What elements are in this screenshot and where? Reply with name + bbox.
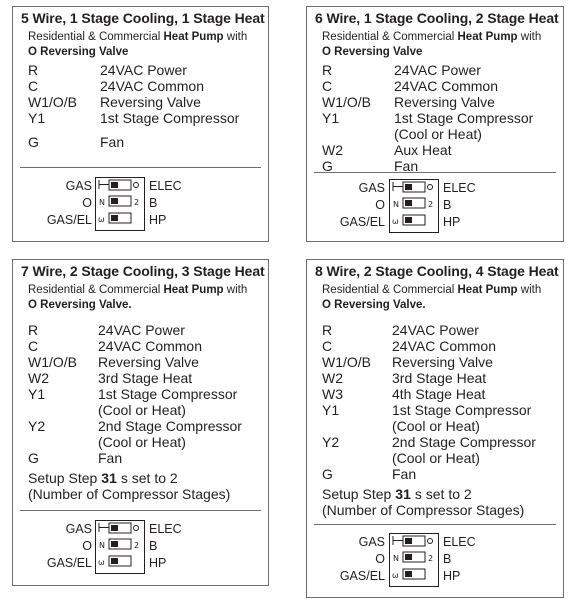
- panel-subtitle: Residential & Commercial Heat Pump with O Reversing Valve: [28, 31, 248, 58]
- dip-label-left: GAS: [65, 179, 92, 193]
- dip-label-left: GAS/EL: [46, 213, 92, 227]
- wire-desc: 24VAC Power: [98, 322, 185, 338]
- wire-code: C: [322, 78, 333, 94]
- wire-desc: 24VAC Common: [98, 338, 203, 354]
- divider: [20, 167, 261, 168]
- wire-desc: Reversing Valve: [100, 94, 201, 110]
- wire-desc: 4th Stage Heat: [392, 386, 486, 402]
- wire-desc-continued: (Cool or Heat): [98, 402, 186, 418]
- panel-title: 6 Wire, 1 Stage Cooling, 2 Stage Heat: [315, 10, 559, 26]
- wire-code: Y2: [322, 434, 340, 450]
- dip-label-right: HP: [149, 556, 167, 570]
- dip-label-right: ELEC: [443, 535, 476, 549]
- wiring-panel-7-wire: [12, 259, 269, 586]
- wire-code: Y2: [28, 418, 46, 434]
- wire-desc: Fan: [98, 450, 123, 466]
- wire-desc: Reversing Valve: [392, 354, 493, 370]
- dip-label-right: HP: [443, 569, 461, 583]
- setup-step-note: Setup Step 31 s set to 2 (Number of Compressor Stages): [322, 486, 525, 518]
- wire-desc-continued: (Cool or Heat): [392, 418, 480, 434]
- wire-code: Y1: [322, 402, 340, 418]
- wiring-panel-8-wire: [306, 259, 564, 598]
- dip-switch-block: [13, 177, 270, 237]
- dip-label-left: GAS/EL: [339, 215, 385, 229]
- wire-desc: 1st Stage Compressor: [98, 386, 238, 402]
- panel-subtitle: Residential & Commercial Heat Pump with O Reversing Valve.: [28, 284, 248, 311]
- wire-desc: Reversing Valve: [394, 94, 495, 110]
- wire-desc: Aux Heat: [394, 142, 452, 158]
- wire-desc: Fan: [100, 134, 125, 150]
- wire-code: W2: [322, 370, 343, 386]
- wire-code: W1/O/B: [322, 94, 372, 110]
- svg-text:N: N: [99, 541, 105, 550]
- wire-desc: 3rd Stage Heat: [98, 370, 193, 386]
- dip-switch-icon: [95, 177, 145, 231]
- wire-code: G: [28, 450, 39, 466]
- divider: [20, 510, 261, 511]
- wire-code: Y1: [28, 110, 46, 126]
- wire-code: W1/O/B: [28, 94, 78, 110]
- dip-label-right: ELEC: [149, 522, 182, 536]
- dip-label-left: GAS/EL: [46, 556, 92, 570]
- dip-switch-block: [307, 179, 565, 239]
- svg-text:ω: ω: [98, 558, 105, 567]
- wire-code: G: [28, 134, 39, 150]
- svg-text:N: N: [393, 200, 399, 209]
- dip-label-left: GAS: [358, 535, 385, 549]
- wire-code: Y1: [28, 386, 46, 402]
- setup-step-number: 31: [101, 470, 117, 486]
- wire-code: R: [322, 62, 333, 78]
- wire-code: W1/O/B: [322, 354, 372, 370]
- wire-code: C: [28, 338, 39, 354]
- dip-label-right: HP: [149, 213, 167, 227]
- setup-step-note: Setup Step 31 s set to 2 (Number of Compressor Stages): [28, 470, 231, 502]
- wire-code: Y1: [322, 110, 340, 126]
- wire-desc: Reversing Valve: [98, 354, 199, 370]
- wire-desc: 24VAC Power: [392, 322, 479, 338]
- svg-text:ω: ω: [98, 215, 105, 224]
- svg-text:ω: ω: [392, 571, 399, 580]
- panel-subtitle: Residential & Commercial Heat Pump with O Reversing Valve: [322, 31, 542, 58]
- wire-desc: 3rd Stage Heat: [392, 370, 487, 386]
- wire-code: W2: [28, 370, 49, 386]
- wire-desc: 1st Stage Compressor: [392, 402, 532, 418]
- wire-desc: 2nd Stage Compressor: [98, 418, 242, 434]
- dip-label-left: O: [82, 539, 92, 553]
- wire-code: W3: [322, 386, 343, 402]
- wire-code: G: [322, 466, 333, 482]
- dip-switch-icon: [95, 520, 145, 574]
- dip-label-left: O: [375, 552, 385, 566]
- dip-label-left: O: [375, 198, 385, 212]
- svg-text:N: N: [99, 198, 105, 207]
- setup-step-number: 31: [395, 486, 411, 502]
- wire-code: C: [322, 338, 333, 354]
- divider: [314, 524, 556, 525]
- dip-switch-icon: [389, 179, 439, 233]
- wire-code: W2: [322, 142, 343, 158]
- wire-desc: 24VAC Common: [394, 78, 499, 94]
- wire-desc: Fan: [394, 158, 419, 174]
- panel-title: 5 Wire, 1 Stage Cooling, 1 Stage Heat: [21, 10, 265, 26]
- divider: [314, 172, 556, 173]
- wire-desc: Fan: [392, 466, 417, 482]
- dip-switch-block: [13, 520, 270, 580]
- panel-subtitle: Residential & Commercial Heat Pump with O Reversing Valve.: [322, 284, 542, 311]
- wire-desc: 24VAC Common: [100, 78, 205, 94]
- wiring-panel-5-wire: [12, 6, 269, 242]
- wire-code: R: [28, 62, 39, 78]
- dip-label-right: ELEC: [443, 181, 476, 195]
- dip-label-right: ELEC: [149, 179, 182, 193]
- wiring-panel-6-wire: [306, 6, 564, 242]
- wire-desc-continued: (Cool or Heat): [98, 434, 186, 450]
- dip-label-right: B: [149, 539, 158, 553]
- wire-code: G: [322, 158, 333, 174]
- dip-label-left: GAS/EL: [339, 569, 385, 583]
- dip-switch-block: [307, 533, 565, 593]
- wire-code: R: [28, 322, 39, 338]
- dip-label-left: O: [82, 196, 92, 210]
- wire-desc: 24VAC Common: [392, 338, 497, 354]
- wire-desc: 1st Stage Compressor: [394, 110, 534, 126]
- dip-label-left: GAS: [65, 522, 92, 536]
- dip-label-right: B: [443, 552, 452, 566]
- svg-text:2: 2: [428, 554, 434, 563]
- wire-desc-continued: (Cool or Heat): [392, 450, 480, 466]
- svg-text:2: 2: [428, 200, 434, 209]
- svg-text:2: 2: [134, 541, 140, 550]
- wire-desc: 24VAC Power: [394, 62, 481, 78]
- dip-label-right: B: [443, 198, 452, 212]
- panel-title: 8 Wire, 2 Stage Cooling, 4 Stage Heat: [315, 263, 559, 279]
- dip-switch-icon: [389, 533, 439, 587]
- wire-desc: 1st Stage Compressor: [100, 110, 240, 126]
- dip-label-right: HP: [443, 215, 461, 229]
- wire-code: W1/O/B: [28, 354, 78, 370]
- wire-desc: 2nd Stage Compressor: [392, 434, 536, 450]
- svg-text:2: 2: [134, 198, 140, 207]
- panel-title: 7 Wire, 2 Stage Cooling, 3 Stage Heat: [21, 263, 265, 279]
- wire-desc: 24VAC Power: [100, 62, 187, 78]
- dip-label-left: GAS: [358, 181, 385, 195]
- wire-code: R: [322, 322, 333, 338]
- wire-code: C: [28, 78, 39, 94]
- svg-text:ω: ω: [392, 217, 399, 226]
- wire-desc-continued: (Cool or Heat): [394, 126, 482, 142]
- dip-label-right: B: [149, 196, 158, 210]
- svg-text:N: N: [393, 554, 399, 563]
